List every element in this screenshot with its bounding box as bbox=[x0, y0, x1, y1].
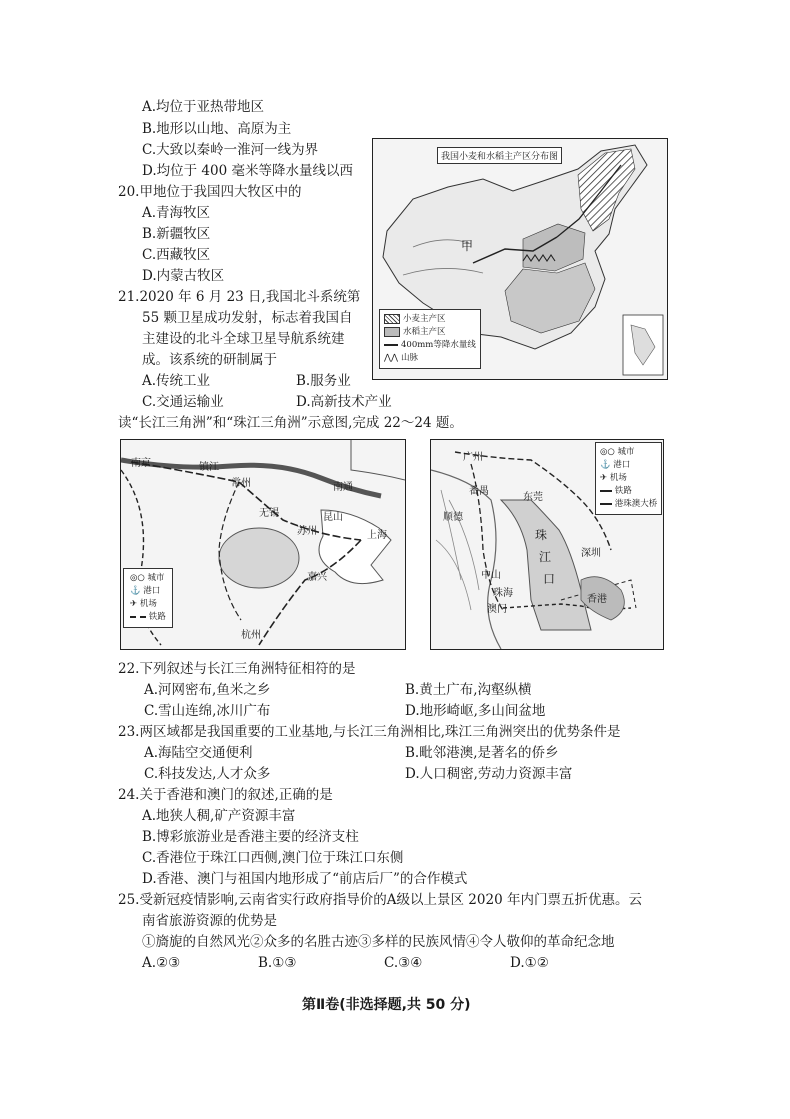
yangtze-city-zhenjiang: 镇江 bbox=[199, 462, 219, 473]
legend-airport: ✈ 机场 bbox=[600, 473, 627, 483]
q23-option-d: D.人口稠密,劳动力资源丰富 bbox=[405, 766, 573, 782]
q20-stem: 20.甲地位于我国四大牧区中的 bbox=[118, 184, 302, 200]
q25-items: ①旖旎的自然风光②众多的名胜古迹③多样的民族风情④令人敬仰的革命纪念地 bbox=[142, 934, 615, 950]
pearl-city-zhongshan: 中山 bbox=[481, 570, 501, 581]
airplane-icon: ✈ bbox=[130, 599, 138, 609]
pearl-delta-map bbox=[430, 439, 664, 650]
q25-stem-line2: 南省旅游资源的优势是 bbox=[142, 913, 277, 929]
yangtze-city-kunshan: 昆山 bbox=[323, 512, 343, 523]
map-intro: 读“长江三角洲”和“珠江三角洲”示意图,完成 22～24 题。 bbox=[118, 415, 463, 431]
q23-stem: 23.两区域都是我国重要的工业基地,与长江三角洲相比,珠江三角洲突出的优势条件是 bbox=[118, 724, 621, 740]
q24-option-d: D.香港、澳门与祖国内地形成了“前店后厂”的合作模式 bbox=[142, 871, 468, 887]
yangtze-delta-map bbox=[120, 439, 406, 650]
pearl-map-legend bbox=[595, 442, 662, 515]
q20-option-c: C.西藏牧区 bbox=[142, 247, 211, 263]
yangtze-city-wuxi: 无锡 bbox=[259, 508, 279, 519]
q25-option-c: C.③④ bbox=[384, 955, 423, 971]
railway-icon bbox=[130, 616, 146, 618]
q19-option-b: B.地形以山地、高原为主 bbox=[142, 121, 292, 137]
pearl-city-hongkong: 香港 bbox=[587, 594, 607, 605]
legend-bridge: 港珠澳大桥 bbox=[600, 498, 657, 511]
q20-option-b: B.新疆牧区 bbox=[142, 226, 211, 242]
q21-option-b: B.服务业 bbox=[296, 373, 351, 389]
q24-option-c: C.香港位于珠江口西侧,澳门位于珠江口东侧 bbox=[142, 850, 404, 866]
yangtze-city-jiaxing: 嘉兴 bbox=[307, 572, 327, 583]
pearl-city-guangzhou: 广州 bbox=[463, 452, 483, 463]
airplane-icon: ✈ bbox=[600, 473, 608, 483]
q21-stem-line4: 成。该系统的研制属于 bbox=[142, 352, 277, 368]
q21-option-a: A.传统工业 bbox=[142, 373, 211, 389]
estuary-char-1: 珠 bbox=[535, 528, 548, 542]
legend-city: ◎○ 城市 bbox=[130, 573, 165, 583]
q20-option-a: A.青海牧区 bbox=[142, 205, 211, 221]
q24-option-b: B.博彩旅游业是香港主要的经济支柱 bbox=[142, 829, 359, 845]
q25-option-b: B.①③ bbox=[258, 955, 297, 971]
q22-option-b: B.黄土广布,沟壑纵横 bbox=[405, 682, 532, 698]
legend-rice: 水稻主产区 bbox=[384, 326, 476, 339]
legend-port: ⚓ 港口 bbox=[600, 460, 631, 470]
china-map-label-jia: 甲 bbox=[461, 239, 474, 253]
yangtze-city-shanghai: 上海 bbox=[367, 530, 387, 541]
anchor-icon: ⚓ bbox=[130, 586, 141, 596]
legend-city: ◎○ 城市 bbox=[600, 447, 635, 457]
anchor-icon: ⚓ bbox=[600, 460, 611, 470]
q19-option-c: C.大致以秦岭一淮河一线为界 bbox=[142, 142, 319, 158]
q23-option-a: A.海陆空交通便利 bbox=[144, 745, 253, 761]
line-icon bbox=[384, 344, 398, 346]
china-map-legend bbox=[379, 309, 481, 369]
q25-option-d: D.①② bbox=[510, 955, 549, 971]
estuary-char-3: 口 bbox=[543, 572, 556, 586]
yangtze-city-nantong: 南通 bbox=[333, 482, 353, 493]
q21-stem-line2: 55 颗卫星成功发射，标志着我国自 bbox=[142, 310, 353, 326]
legend-airport: ✈ 机场 bbox=[130, 599, 157, 609]
pearl-city-shenzhen: 深圳 bbox=[581, 548, 601, 559]
city-icon: ◎○ bbox=[130, 573, 145, 583]
q19-option-a: A.均位于亚热带地区 bbox=[142, 99, 265, 115]
q22-option-a: A.河网密布,鱼米之乡 bbox=[144, 682, 271, 698]
q22-stem: 22.下列叙述与长江三角洲特征相符的是 bbox=[118, 661, 356, 677]
hatch-swatch bbox=[384, 314, 400, 324]
pearl-city-dongguan: 东莞 bbox=[523, 492, 543, 503]
legend-wheat: 小麦主产区 bbox=[384, 313, 476, 326]
pearl-city-panyu: 番禺 bbox=[469, 486, 489, 497]
q21-stem-line1: 21.2020 年 6 月 23 日,我国北斗系统第 bbox=[118, 289, 361, 305]
q21-stem-line3: 主建设的北斗全球卫星导航系统建 bbox=[142, 331, 345, 347]
pearl-city-shunde: 顺德 bbox=[443, 512, 463, 523]
china-crop-map bbox=[372, 138, 668, 380]
q20-option-d: D.内蒙古牧区 bbox=[142, 268, 225, 284]
legend-railway: 铁路 bbox=[600, 485, 657, 498]
yangtze-city-hangzhou: 杭州 bbox=[241, 630, 261, 641]
q25-option-a: A.②③ bbox=[142, 955, 181, 971]
yangtze-city-changzhou: 常州 bbox=[231, 478, 251, 489]
section-title: 第Ⅱ卷(非选择题,共 50 分) bbox=[302, 997, 471, 1013]
pearl-city-zhuhai: 珠海 bbox=[493, 588, 513, 599]
bridge-icon bbox=[600, 503, 612, 505]
estuary-char-2: 江 bbox=[539, 550, 552, 564]
legend-railway: 铁路 bbox=[130, 611, 166, 624]
q22-option-d: D.地形崎岖,多山间盆地 bbox=[405, 703, 546, 719]
yangtze-city-suzhou: 苏州 bbox=[297, 526, 317, 537]
pearl-city-macau: 澳门 bbox=[487, 604, 507, 615]
gray-swatch bbox=[384, 327, 400, 337]
legend-mountain: ⋀⋀ 山脉 bbox=[384, 353, 418, 363]
q25-stem-line1: 25.受新冠疫情影响,云南省实行政府指导价的A级以上景区 2020 年内门票五折优惠。云 bbox=[118, 892, 642, 908]
q21-option-c: C.交通运输业 bbox=[142, 394, 224, 410]
mountain-icon: ⋀⋀ bbox=[384, 353, 398, 363]
q24-stem: 24.关于香港和澳门的叙述,正确的是 bbox=[118, 787, 333, 803]
q24-option-a: A.地狭人稠,矿产资源丰富 bbox=[142, 808, 296, 824]
q23-option-b: B.毗邻港澳,是著名的侨乡 bbox=[405, 745, 559, 761]
q23-option-c: C.科技发达,人才众多 bbox=[144, 766, 271, 782]
q19-option-d: D.均位于 400 毫米等降水量线以西 bbox=[142, 163, 353, 179]
city-icon: ◎○ bbox=[600, 447, 615, 457]
railway-icon bbox=[600, 490, 612, 492]
legend-port: ⚓ 港口 bbox=[130, 586, 161, 596]
legend-isohyet: 400mm等降水量线 bbox=[384, 339, 476, 352]
yangtze-map-legend bbox=[123, 568, 173, 628]
q22-option-c: C.雪山连绵,冰川广布 bbox=[144, 703, 271, 719]
china-map-title: 我国小麦和水稻主产区分布图 bbox=[437, 147, 562, 164]
yangtze-city-nanjing: 南京 bbox=[131, 458, 151, 469]
q21-option-d: D.高新技术产业 bbox=[296, 394, 392, 410]
